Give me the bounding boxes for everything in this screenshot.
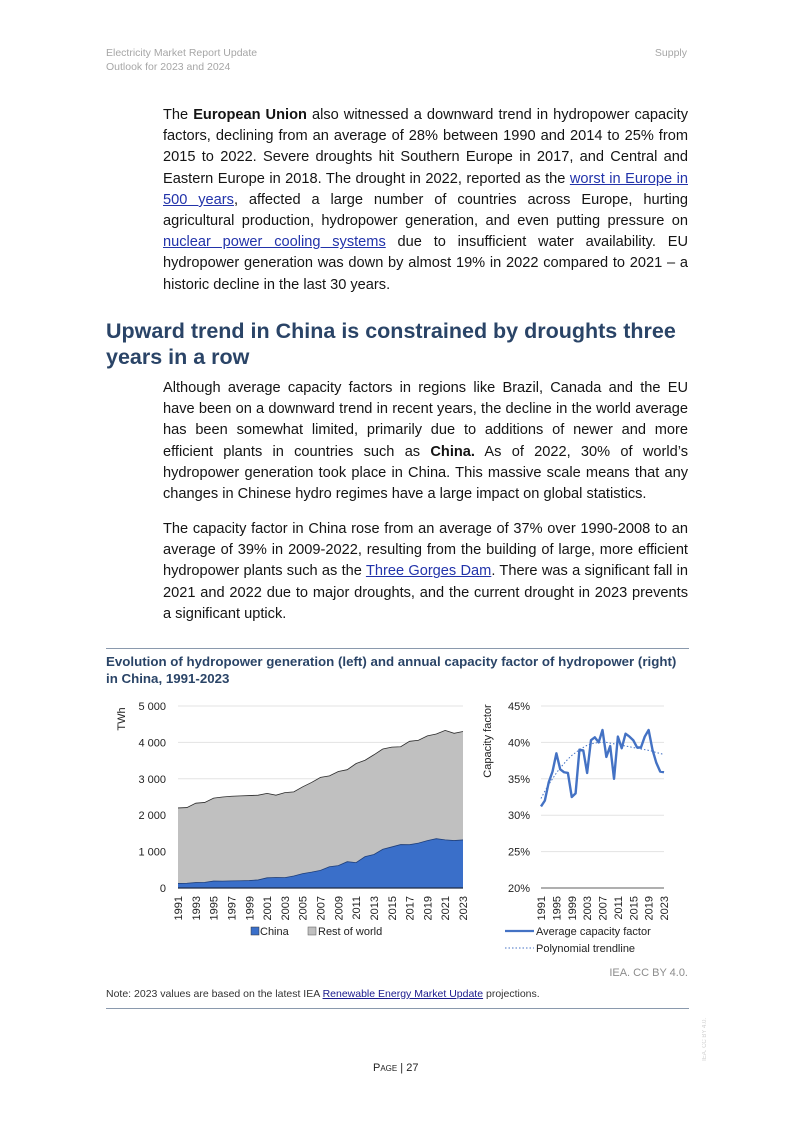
svg-text:20%: 20% — [507, 883, 530, 895]
svg-text:2007: 2007 — [597, 896, 610, 921]
svg-text:2005: 2005 — [297, 896, 310, 921]
svg-text:30%: 30% — [507, 810, 530, 823]
svg-text:2009: 2009 — [333, 896, 346, 921]
paragraph-eu: The European Union also witnessed a downward trend in hydropower capacity factors, declining from an average of 28% between 1990 and 2014 to 25% from 2015 to 2022. Severe droughts hit Southern Europe in 2017, and Central and Eastern Europe in 2018. The drought in 2022, reported as the worst in Europe in 500 years, affected a large number of countries across Europe, hurting agricultural production, hydropower generation, and even putting pressure on nuclear power cooling systems due to insufficient water availability. EU hydropower generation was down by almost 19% in 2022 compared to 2021 – a historic decline in the last 30 years. — [163, 107, 689, 293]
svg-text:2019: 2019 — [422, 896, 435, 921]
figure-note: Note: 2023 values are based on the latest IEA Renewable Energy Market Update projections. — [106, 988, 540, 1000]
svg-text:25%: 25% — [507, 846, 530, 859]
svg-text:1999: 1999 — [244, 896, 257, 921]
svg-text:1991: 1991 — [173, 896, 185, 921]
svg-text:1 000: 1 000 — [138, 846, 166, 859]
capacity-factor-line-chart — [482, 701, 671, 955]
link-worst-in-europe[interactable]: worst in Europe in 500 years — [163, 170, 688, 208]
svg-text:1995: 1995 — [208, 896, 221, 921]
link-three-gorges[interactable]: Three Gorges Dam — [365, 563, 492, 580]
side-watermark: IEA. CC BY 4.0. — [702, 1018, 708, 1061]
svg-text:3 000: 3 000 — [138, 773, 166, 786]
svg-text:2011: 2011 — [351, 896, 364, 920]
svg-text:2 000: 2 000 — [138, 810, 166, 823]
figure-title: Evolution of hydropower generation (left) and annual capacity factor of hydropower (right) in China, 1991-2023 — [106, 654, 677, 686]
svg-text:2003: 2003 — [582, 896, 595, 921]
svg-text:2013: 2013 — [368, 896, 381, 921]
svg-text:2019: 2019 — [643, 896, 656, 921]
svg-text:2021: 2021 — [440, 896, 453, 921]
svg-text:1991: 1991 — [536, 896, 548, 921]
svg-text:Rest of world: Rest of world — [318, 926, 383, 938]
section-label: Supply — [654, 47, 687, 59]
svg-text:TWh: TWh — [116, 707, 128, 731]
bold-european-union: European Union — [193, 107, 307, 123]
svg-text:4 000: 4 000 — [138, 737, 166, 750]
svg-text:35%: 35% — [507, 773, 530, 786]
paragraph-capacity-factor: The capacity factor in China rose from an average of 37% over 1990-2008 to an average of 39% in 2009-2022, resulting from the building of large, more efficient hydropower plants such as the Three Gorges Dam. There was a significant fall in 2021 and 2022 due to major droughts, and the current drought in 2023 prevents a significant uptick. — [163, 521, 688, 622]
svg-text:2017: 2017 — [404, 896, 417, 921]
svg-text:2015: 2015 — [386, 896, 399, 921]
svg-text:China: China — [260, 926, 289, 938]
bold-china: China. — [430, 443, 475, 460]
link-renewable-market-update[interactable]: Renewable Energy Market Update — [322, 988, 484, 1000]
report-subtitle: Outlook for 2023 and 2024 — [106, 61, 231, 73]
svg-text:2015: 2015 — [628, 896, 641, 921]
svg-text:1999: 1999 — [566, 896, 579, 921]
svg-text:40%: 40% — [507, 737, 530, 750]
page-number: Page | 27 — [373, 1062, 419, 1074]
svg-text:2001: 2001 — [262, 896, 275, 921]
paragraph-china-share: Although average capacity factors in regions like Brazil, Canada and the EU have been on a downward trend in recent years, the decline in the world average has been somewhat limited, primarily due to additions of newer and more efficient plants in countries such as China. As of 2022, 30% of world’s hydropower generation took place in China. This massive scale means that any changes in Chinese hydro regimes have a large impact on global statistics. — [163, 380, 688, 503]
svg-text:5 000: 5 000 — [138, 701, 166, 713]
svg-text:1993: 1993 — [190, 896, 203, 921]
svg-text:2023: 2023 — [458, 896, 470, 921]
report-title: Electricity Market Report Update — [106, 47, 258, 59]
svg-text:45%: 45% — [507, 701, 530, 713]
svg-text:1995: 1995 — [551, 896, 564, 921]
svg-text:2023: 2023 — [659, 896, 671, 921]
svg-text:0: 0 — [159, 883, 166, 895]
figure-bottom-rule — [106, 1008, 689, 1009]
generation-area-chart — [116, 701, 470, 938]
svg-text:Polynomial trendline: Polynomial trendline — [536, 943, 636, 955]
svg-text:Capacity factor: Capacity factor — [482, 704, 494, 778]
svg-text:1997: 1997 — [226, 896, 239, 921]
svg-text:2011: 2011 — [612, 896, 625, 920]
svg-text:Average capacity factor: Average capacity factor — [536, 926, 651, 938]
svg-text:2003: 2003 — [279, 896, 292, 921]
link-nuclear-cooling[interactable]: nuclear power cooling systems — [163, 234, 386, 251]
figure-credit: IEA. CC BY 4.0. — [609, 967, 688, 979]
svg-text:2007: 2007 — [315, 896, 328, 921]
section-heading: Upward trend in China is constrained by droughts three years in a row — [106, 319, 676, 369]
